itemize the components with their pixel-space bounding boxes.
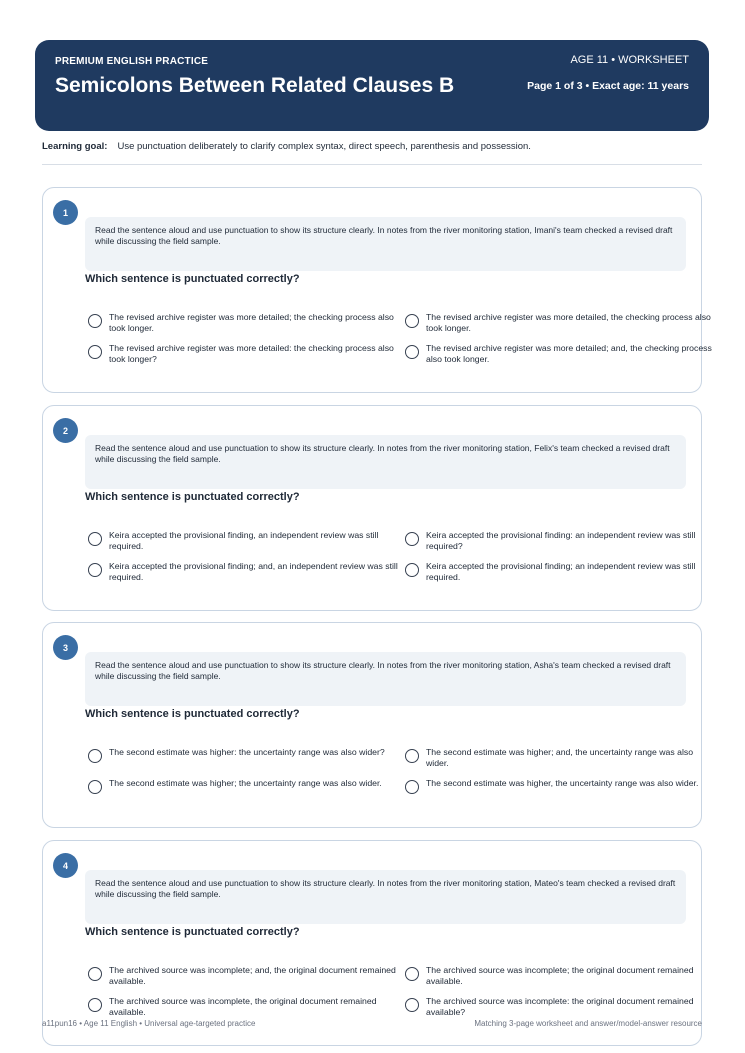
answer-option-d[interactable] [426,561,716,582]
radio-button[interactable] [88,532,102,546]
page-indicator: Page 1 of 3 • Exact age: 11 years [527,80,689,92]
question-prompt: Read the sentence aloud and use punctuation to show its structure clearly. In notes from the river monitoring station, Felix's team checked a revised draft while discussing the field sample. [85,435,686,489]
option-text: The revised archive register was more detailed; and, the checking process also took longer. [426,343,712,364]
question-card-2 [42,405,702,611]
option-text: The archived source was incomplete: the original document remained available? [426,996,694,1017]
option-text: Keira accepted the provisional finding; and, an independent review was still required. [109,561,398,582]
radio-button[interactable] [405,314,419,328]
option-text: Keira accepted the provisional finding; an independent review was still required. [426,561,696,582]
option-text: The second estimate was higher; and, the uncertainty range was also wider. [426,747,694,768]
radio-button[interactable] [88,314,102,328]
learning-goal-label: Learning goal: [42,141,108,152]
answer-option-a[interactable] [109,747,399,758]
option-text: The second estimate was higher: the uncertainty range was also wider? [109,747,385,757]
radio-button[interactable] [405,345,419,359]
answer-option-b[interactable] [426,747,716,768]
radio-button[interactable] [88,967,102,981]
radio-button[interactable] [405,749,419,763]
question-text: Which sentence is punctuated correctly? [85,926,300,938]
question-number-badge: 1 [53,200,78,225]
answer-option-b[interactable] [426,965,716,986]
answer-option-a[interactable] [109,530,399,551]
option-text: The archived source was incomplete; and, the original document remained available. [109,965,396,986]
question-card-1 [42,187,712,393]
page-title: Semicolons Between Related Clauses B [55,74,455,97]
question-text: Which sentence is punctuated correctly? [85,708,300,720]
question-number-badge: 2 [53,418,78,443]
radio-button[interactable] [405,532,419,546]
answer-option-b[interactable] [426,312,716,333]
footer-code: a11pun16 • Age 11 English • Universal age-targeted practice [42,1019,256,1028]
question-text: Which sentence is punctuated correctly? [85,273,300,285]
answer-option-c[interactable] [109,996,399,1017]
question-text: Which sentence is punctuated correctly? [85,491,300,503]
question-card-3 [42,622,702,828]
option-text: The archived source was incomplete; the original document remained available. [426,965,694,986]
option-text: The second estimate was higher, the uncertainty range was also wider. [426,778,699,788]
answer-option-c[interactable] [109,778,399,789]
answer-option-b[interactable] [426,530,716,551]
footer-note: Matching 3-page worksheet and answer/model-answer resource [474,1019,702,1028]
learning-goal [42,141,531,152]
radio-button[interactable] [405,998,419,1012]
brand-label: PREMIUM ENGLISH PRACTICE [55,56,209,67]
question-number-badge: 4 [53,853,78,878]
learning-goal-text: Use punctuation deliberately to clarify complex syntax, direct speech, parenthesis and possession. [117,141,531,152]
question-number-badge: 3 [53,635,78,660]
answer-option-d[interactable] [426,343,716,364]
answer-option-a[interactable] [109,312,399,333]
option-text: The revised archive register was more detailed, the checking process also took longer. [426,312,711,333]
answer-option-a[interactable] [109,965,399,986]
question-prompt: Read the sentence aloud and use punctuation to show its structure clearly. In notes from the river monitoring station, Mateo's team checked a revised draft while discussing the field sample. [85,870,686,924]
age-worksheet-label: AGE 11 • WORKSHEET [570,54,689,66]
option-text: The revised archive register was more detailed: the checking process also took longer? [109,343,394,364]
radio-button[interactable] [405,563,419,577]
answer-option-d[interactable] [426,996,716,1017]
option-text: The revised archive register was more detailed; the checking process also took longer. [109,312,394,333]
option-text: The archived source was incomplete, the original document remained available. [109,996,377,1017]
worksheet-header [35,40,709,131]
radio-button[interactable] [405,780,419,794]
question-prompt: Read the sentence aloud and use punctuation to show its structure clearly. In notes from the river monitoring station, Asha's team checked a revised draft while discussing the field sample. [85,652,686,706]
option-text: Keira accepted the provisional finding, an independent review was still required. [109,530,379,551]
divider [42,164,702,165]
radio-button[interactable] [88,780,102,794]
radio-button[interactable] [88,563,102,577]
answer-option-c[interactable] [109,343,399,364]
option-text: Keira accepted the provisional finding: an independent review was still required? [426,530,696,551]
radio-button[interactable] [88,749,102,763]
answer-option-d[interactable] [426,778,716,789]
question-card-4 [42,840,702,1046]
answer-option-c[interactable] [109,561,399,582]
radio-button[interactable] [88,345,102,359]
radio-button[interactable] [405,967,419,981]
option-text: The second estimate was higher; the uncertainty range was also wider. [109,778,382,788]
question-prompt: Read the sentence aloud and use punctuation to show its structure clearly. In notes from the river monitoring station, Imani's team checked a revised draft while discussing the field sample. [85,217,686,271]
radio-button[interactable] [88,998,102,1012]
